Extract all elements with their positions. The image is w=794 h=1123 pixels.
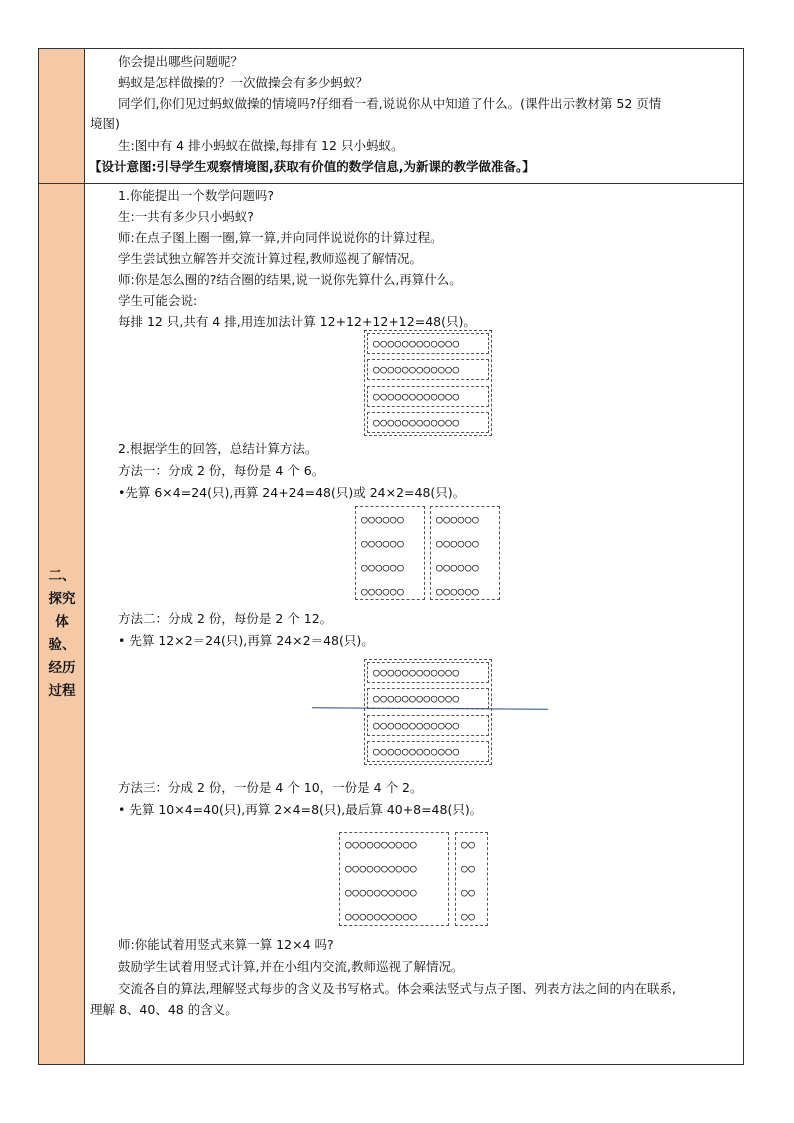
method-2: 方法二：分成 2 份，每份是 2 个 12。 [118, 611, 333, 626]
student-answer: 生:图中有 4 排小蚂蚁在做操,每排有 12 只小蚂蚁。 [118, 138, 404, 153]
body-line: 每排 12 只,共有 4 排,用连加法计算 12+12+12+12=48(只)。 [118, 314, 476, 329]
method-2-calc: • 先算 12×2＝24(只),再算 24×2＝48(只)。 [118, 633, 374, 648]
body-line: 交流各自的算法,理解竖式每步的含义及书写格式。体会乘法竖式与点子图、列表方法之间的内在联系, [118, 981, 676, 996]
dot-row: ○○○○○○ [436, 537, 480, 550]
method-3-calc: • 先算 10×4=40(只),再算 2×4=8(只),最后算 40+8=48(只)。 [118, 802, 483, 817]
dot-row: ○○○○○○ [436, 513, 480, 526]
dot-row-group [367, 715, 489, 736]
dot-row: ○○○○○○○○○○○○ [373, 666, 460, 679]
dot-row: ○○○○○○ [361, 513, 405, 526]
intro-question: 蚂蚁是怎样做操的？一次做操会有多少蚂蚁？ [118, 75, 369, 90]
row-divider [39, 183, 743, 184]
dot-row: ○○○○○○ [361, 585, 405, 598]
body-line: 生:一共有多少只小蚂蚁? [118, 209, 254, 224]
dot-row: ○○ [461, 862, 476, 875]
question-1: 1.你能提出一个数学问题吗? [118, 188, 275, 203]
dot-figure-4-right [455, 832, 488, 926]
body-line: 学生可能会说: [118, 293, 198, 308]
dot-row-group [367, 688, 489, 709]
method-3: 方法三：分成 2 份，一份是 4 个 10，一份是 4 个 2。 [118, 780, 423, 795]
dot-row: ○○○○○○○○○○ [345, 886, 418, 899]
design-intent: 【设计意图:引导学生观察情境图,获取有价值的数学信息,为新课的教学做准备。】 [89, 159, 535, 174]
dot-row: ○○○○○○○○○○○○ [373, 745, 460, 758]
section-label [39, 565, 85, 703]
section-label-line: 二、 [48, 568, 76, 584]
method-1: 方法一：分成 2 份，每份是 4 个 6。 [118, 463, 325, 478]
dot-row: ○○○○○○○○○○○○ [373, 337, 460, 350]
dot-figure-2-left [355, 506, 425, 600]
dot-row: ○○○○○○ [361, 537, 405, 550]
section-column [39, 49, 85, 1064]
dot-row: ○○ [461, 910, 476, 923]
section-label-line: 验、 [48, 637, 76, 653]
dot-row: ○○○○○○○○○○○○ [373, 363, 460, 376]
intro-question: 你会提出哪些问题呢？ [118, 54, 244, 69]
dot-row: ○○○○○○ [361, 561, 405, 574]
body-line: 师:你能试着用竖式来算一算 12×4 吗? [118, 937, 334, 952]
dot-figure-3 [364, 659, 492, 765]
dot-row: ○○○○○○ [436, 585, 480, 598]
dot-figure-1 [364, 330, 492, 436]
intro-paragraph: 同学们,你们见过蚂蚁做操的情境吗?仔细看一看,说说你从中知道了什么。(课件出示教材第 52 页情 [118, 96, 662, 111]
dot-row: ○○○○○○○○○○○○ [373, 416, 460, 429]
body-line: 2.根据学生的回答，总结计算方法。 [118, 441, 318, 456]
dot-row: ○○○○○○○○○○ [345, 910, 418, 923]
dot-row: ○○○○○○○○○○○○ [373, 719, 460, 732]
body-line: 鼓励学生试着用竖式计算,并在小组内交流,教师巡视了解情况。 [118, 959, 464, 974]
dot-row: ○○ [461, 838, 476, 851]
body-line: 师:在点子图上圈一圈,算一算,并向同伴说说你的计算过程。 [118, 230, 443, 245]
dot-row: ○○○○○○ [436, 561, 480, 574]
dot-row: ○○○○○○○○○○○○ [373, 692, 460, 705]
body-line: 理解 8、40、48 的含义。 [90, 1002, 238, 1017]
dot-row-group [367, 386, 489, 407]
dot-row: ○○○○○○○○○○○○ [373, 390, 460, 403]
section-label-line: 探究 [48, 591, 76, 607]
section-label-line: 经历 [48, 660, 76, 676]
dot-row: ○○○○○○○○○○ [345, 862, 418, 875]
dot-row-group [367, 359, 489, 380]
dot-row: ○○ [461, 886, 476, 899]
section-label-line: 体 [55, 614, 69, 630]
body-line: 学生尝试独立解答并交流计算过程,教师巡视了解情况。 [118, 251, 422, 266]
dot-row: ○○○○○○○○○○ [345, 838, 418, 851]
dot-row-group [367, 662, 489, 683]
section-label-line: 过程 [48, 683, 76, 699]
dot-figure-4-left [339, 832, 449, 926]
dot-row-group [367, 741, 489, 762]
dot-row-group [367, 333, 489, 354]
intro-paragraph-cont: 境图) [90, 116, 120, 131]
dot-figure-2-right [430, 506, 500, 600]
body-line: 师:你是怎么圈的?结合圈的结果,说一说你先算什么,再算什么。 [118, 272, 462, 287]
method-1-calc: •先算 6×4=24(只),再算 24+24=48(只)或 24×2=48(只)。 [118, 485, 466, 500]
dot-row-group [367, 412, 489, 433]
